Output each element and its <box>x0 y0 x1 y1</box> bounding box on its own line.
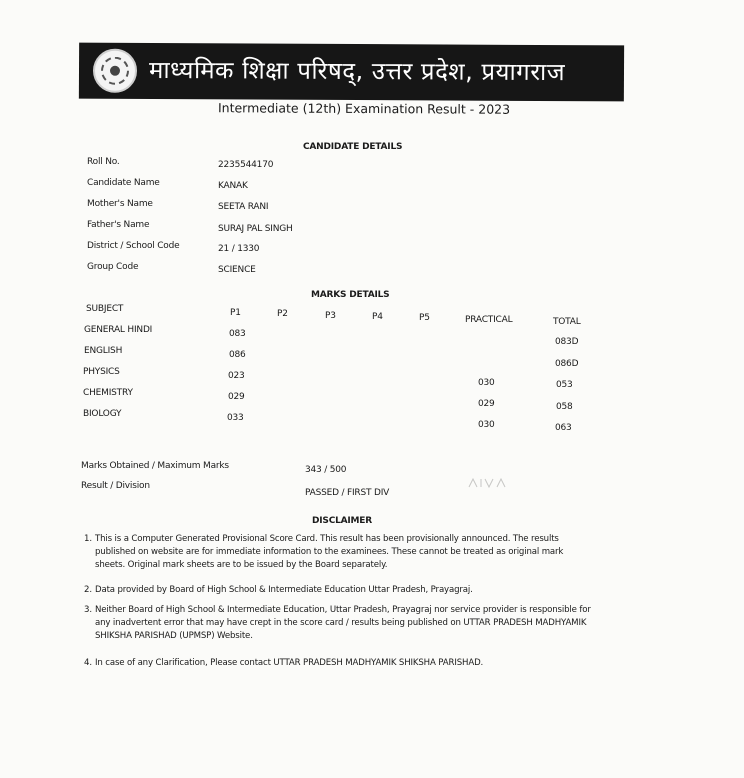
marks-details-heading: MARKS DETAILS <box>311 290 390 300</box>
row-practical: 030 <box>478 378 495 388</box>
disclaimer-line: Data provided by Board of High School & Intermediate Education Uttar Pradesh, Prayagraj. <box>95 585 473 595</box>
row-p1: 086 <box>229 350 246 360</box>
row-total: 086D <box>555 359 579 369</box>
district-school-label: District / School Code <box>87 241 180 251</box>
result-division-label: Result / Division <box>81 481 150 491</box>
exam-title: Intermediate (12th) Examination Result - 2023 <box>217 100 511 117</box>
row-p1: 029 <box>228 392 245 402</box>
marks-obtained-value: 343 / 500 <box>305 465 347 475</box>
candidate-details-heading: CANDIDATE DETAILS <box>303 142 403 152</box>
row-subject: BIOLOGY <box>83 409 122 419</box>
disclaimer-line: any inadvertent error that may have crept in the score card / results being published on UTTAR PRADESH MADHYAMIK <box>95 618 587 628</box>
marks-obtained-label: Marks Obtained / Maximum Marks <box>81 461 229 471</box>
row-practical: 030 <box>478 420 495 430</box>
disclaimer-line: This is a Computer Generated Provisional Score Card. This result has been provisionally announced. The results <box>95 534 559 544</box>
group-code-value: SCIENCE <box>218 265 256 275</box>
roll-no-value: 2235544170 <box>218 160 274 170</box>
row-subject: CHEMISTRY <box>83 388 133 398</box>
candidate-name-label: Candidate Name <box>87 178 160 188</box>
row-subject: PHYSICS <box>83 367 120 377</box>
mother-name-label: Mother's Name <box>87 199 153 209</box>
col-p3: P3 <box>325 311 336 321</box>
col-p1: P1 <box>230 308 241 318</box>
col-p4: P4 <box>372 312 383 322</box>
col-p2: P2 <box>277 309 288 319</box>
row-total: 058 <box>556 402 573 412</box>
disclaimer-number: 3. <box>84 605 92 615</box>
disclaimer-number: 4. <box>84 658 92 668</box>
row-total: 063 <box>555 423 572 433</box>
disclaimer-number: 2. <box>84 585 92 595</box>
father-name-label: Father's Name <box>87 220 150 230</box>
board-emblem-icon <box>93 49 137 93</box>
disclaimer-line: SHIKSHA PARISHAD (UPMSP) Website. <box>95 631 253 641</box>
row-subject: GENERAL HINDI <box>84 325 153 335</box>
board-name: माध्यमिक शिक्षा परिषद्, उत्तर प्रदेश, प्रयागराज <box>148 55 566 87</box>
group-code-label: Group Code <box>87 262 139 272</box>
col-practical: PRACTICAL <box>465 315 513 325</box>
row-p1: 033 <box>227 413 244 423</box>
mother-name-value: SEETA RANI <box>218 202 269 212</box>
father-name-value: SURAJ PAL SINGH <box>218 224 293 234</box>
col-p5: P5 <box>419 313 430 323</box>
header-banner <box>79 43 624 102</box>
result-division-value: PASSED / FIRST DIV <box>305 488 390 498</box>
col-subject: SUBJECT <box>86 304 124 314</box>
disclaimer-number: 1. <box>84 534 92 544</box>
disclaimer-line: Neither Board of High School & Intermediate Education, Uttar Pradesh, Prayagraj nor service provider is responsible for <box>95 605 591 615</box>
row-practical: 029 <box>478 399 495 409</box>
row-p1: 023 <box>228 371 245 381</box>
disclaimer-line: published on website are for immediate information to the examinees. These cannot be treated as original mark <box>95 547 564 557</box>
roll-no-label: Roll No. <box>87 157 120 167</box>
disclaimer-heading: DISCLAIMER <box>312 516 372 526</box>
disclaimer-line: In case of any Clarification, Please contact UTTAR PRADESH MADHYAMIK SHIKSHA PARISHAD. <box>95 658 484 668</box>
col-total: TOTAL <box>553 317 581 327</box>
row-total: 053 <box>556 380 573 390</box>
row-p1: 083 <box>229 329 246 339</box>
district-school-value: 21 / 1330 <box>218 244 260 254</box>
row-total: 083D <box>555 337 579 347</box>
row-subject: ENGLISH <box>84 346 123 356</box>
disclaimer-line: sheets. Original mark sheets are to be issued by the Board separately. <box>95 560 388 570</box>
candidate-name-value: KANAK <box>218 181 248 191</box>
faint-stamp-mark <box>467 475 507 491</box>
